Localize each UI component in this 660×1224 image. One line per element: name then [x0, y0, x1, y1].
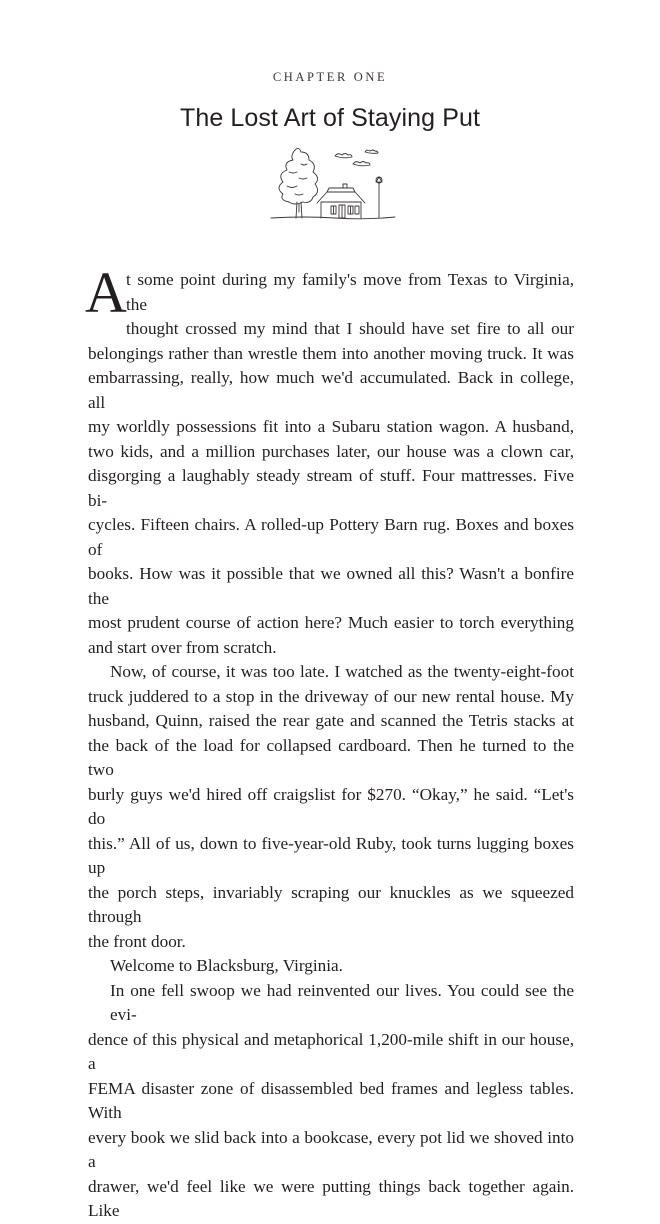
chapter-title: The Lost Art of Staying Put: [179, 104, 481, 132]
text-line: In one fell swoop we had reinvented our lives. You could see the evi-: [110, 980, 574, 1024]
text-line: Now, of course, it was too late. I watched as the twenty-eight-foot: [110, 662, 574, 681]
drop-cap: A: [85, 260, 127, 325]
tree-house-windmill-illustration: [265, 142, 400, 224]
text-line: burly guys we'd hired off craigslist for $270. “Okay,” he said. “Let's do: [88, 784, 574, 828]
text-line: cycles. Fifteen chairs. A rolled-up Pottery Barn rug. Boxes and boxes of: [88, 515, 574, 559]
text-line: every book we slid back into a bookcase, every pot lid we shoved into a: [88, 1127, 574, 1171]
text-line: the front door.: [88, 931, 186, 951]
text-line: Welcome to Blacksburg, Virginia.: [110, 956, 343, 975]
text-line: truck juddered to a stop in the driveway of our new rental house. My: [88, 686, 574, 706]
text-line: drawer, we'd feel like we were putting things back together again. Like: [88, 1176, 574, 1220]
text-line: belongings rather than wrestle them into another moving truck. It was: [88, 343, 574, 363]
text-line: t some point during my family's move from Texas to Virginia, the: [126, 270, 574, 314]
text-line: and start over from scratch.: [88, 637, 277, 657]
text-line: embarrassing, really, how much we'd accumulated. Back in college, all: [88, 368, 574, 412]
chapter-body: [85, 260, 574, 1224]
text-line: disgorging a laughably steady stream of stuff. Four mattresses. Five bi-: [88, 466, 574, 510]
text-line: my worldly possessions fit into a Subaru station wagon. A husband,: [88, 417, 574, 436]
text-line: books. How was it possible that we owned all this? Wasn't a bonfire the: [88, 564, 574, 608]
text-line: FEMA disaster zone of disassembled bed frames and legless tables. With: [88, 1078, 574, 1122]
text-line: husband, Quinn, raised the rear gate and scanned the Tetris stacks at: [88, 711, 574, 730]
text-line: thought crossed my mind that I should have set fire to all our: [126, 319, 574, 338]
text-line: dence of this physical and metaphorical 1,200-mile shift in our house, a: [88, 1029, 574, 1073]
text-line: this.” All of us, down to five-year-old Ruby, took turns lugging boxes up: [88, 833, 574, 877]
text-line: most prudent course of action here? Much easier to torch everything: [88, 613, 574, 632]
text-line: the porch steps, invariably scraping our knuckles as we squeezed through: [88, 882, 574, 926]
text-line: the back of the load for collapsed cardboard. Then he turned to the two: [88, 735, 574, 779]
chapter-label: CHAPTER ONE: [272, 70, 388, 84]
text-line: two kids, and a million purchases later, our house was a clown car,: [88, 441, 574, 461]
